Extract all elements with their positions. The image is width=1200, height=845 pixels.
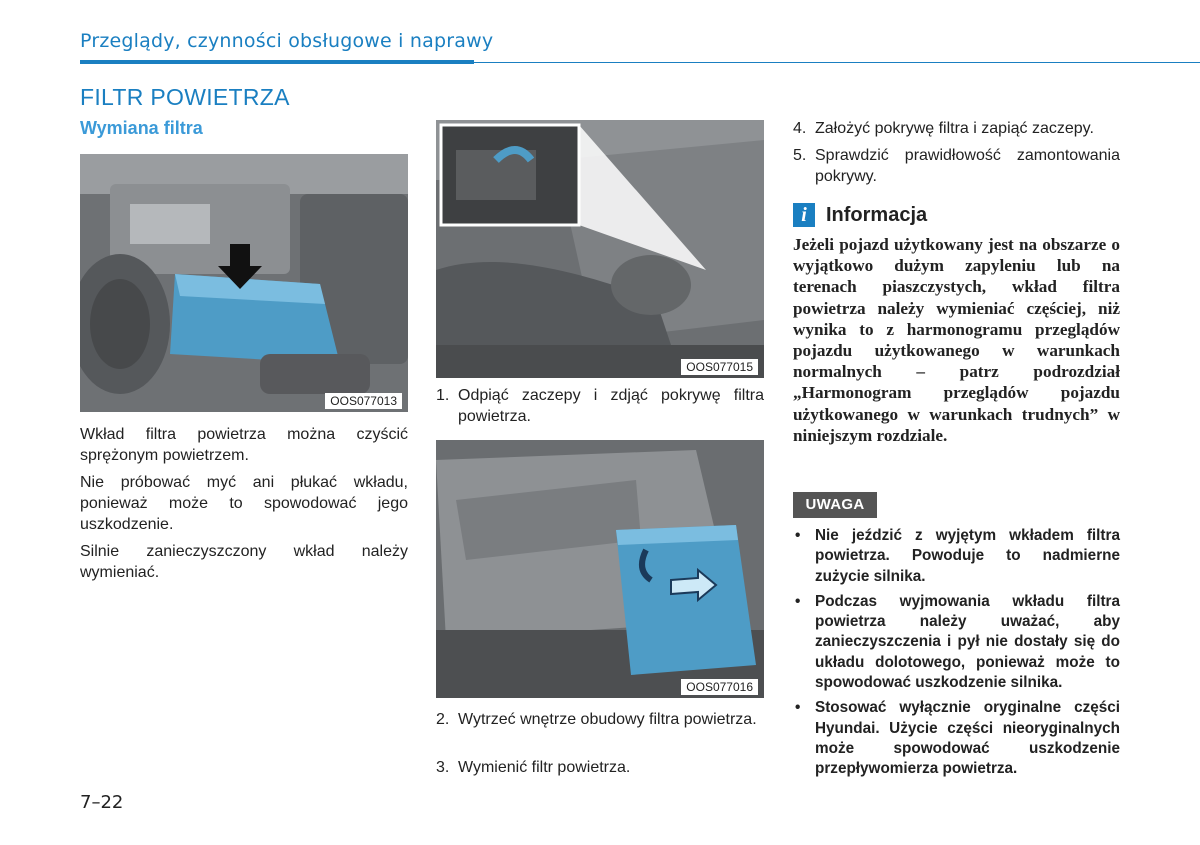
figure-code: OOS077013	[325, 393, 402, 409]
engine-bay-illustration	[80, 154, 408, 412]
step-number: 5.	[793, 147, 807, 164]
figure-code: OOS077015	[681, 359, 758, 375]
step-number: 1.	[436, 387, 450, 404]
filter-element-illustration	[436, 440, 764, 698]
page-number: 7–22	[80, 792, 124, 813]
warning-item: • Stosować wyłącznie oryginalne części Hyundai. Użycie części nieoryginalnych może spowodować uszkodzenie przepływomierza powietrza.	[795, 699, 1120, 778]
bullet-icon: •	[795, 527, 801, 544]
step-4	[793, 118, 1120, 140]
step-1	[436, 385, 764, 429]
step-text: Wymienić filtr powietrza.	[458, 759, 631, 776]
section-title: FILTR POWIETRZA	[80, 84, 290, 110]
step-text: Założyć pokrywę filtra i zapiąć zaczepy.	[815, 120, 1094, 137]
step-text: Wytrzeć wnętrze obudowy filtra powietrza.	[458, 711, 757, 728]
running-header: Przeglądy, czynności obsługowe i naprawy	[80, 30, 494, 52]
warning-list	[793, 526, 1120, 785]
step-5	[793, 145, 1120, 189]
paragraph-clean: Wkład filtra powietrza można czyścić sprężonym powietrzem.	[80, 426, 408, 464]
figure-air-filter-location	[80, 154, 408, 412]
warning-item: • Nie jeździć z wyjętym wkładem filtra powietrza. Powoduje to nadmierne zużycie silnika.	[795, 527, 1120, 585]
filter-element-shape	[616, 525, 756, 675]
step-2	[436, 709, 764, 753]
step-number: 4.	[793, 120, 807, 137]
step-number: 2.	[436, 711, 450, 728]
header-rule-thin	[474, 62, 1200, 63]
step-text: Sprawdzić prawidłowość zamontowania pokrywy.	[815, 147, 1120, 185]
warning-badge: UWAGA	[793, 492, 877, 518]
figure-unclip-cover	[436, 120, 764, 378]
paragraph-no-wash: Nie próbować myć ani płukać wkładu, ponieważ może to spowodować jego uszkodzenie.	[80, 474, 408, 533]
figure-replace-filter	[436, 440, 764, 698]
info-text: Jeżeli pojazd użytkowany jest na obszarze o wyjątkowo dużym zapyleniu lub na terenach piaszczystych, wkład filtra powietrza należy wymieniać częściej, niż wynika to z harmonogramu przeglądów pojazdu użytkowanego w warunkach normalnych – patrz podrozdział „Harmonogram przeglądów pojazdu użytkowanego w warunkach trudnych” w niniejszym rozdziale.	[793, 235, 1120, 445]
step-3	[436, 757, 764, 779]
cover-clips-illustration	[436, 120, 764, 378]
bullet-icon: •	[795, 699, 801, 717]
subsection-title: Wymiana filtra	[80, 118, 203, 138]
bullet-icon: •	[795, 592, 801, 610]
paragraph-replace: Silnie zanieczyszczony wkład należy wymieniać.	[80, 543, 408, 581]
figure-code: OOS077016	[681, 679, 758, 695]
info-title: Informacja	[826, 204, 928, 226]
warning-item: • Podczas wyjmowania wkładu filtra powietrza należy uważać, aby zanieczyszczenia i pył nie dostały się do układu dolotowego, ponieważ może to spowodować uszkodzenie silnika.	[795, 592, 1120, 692]
info-icon: i	[793, 203, 815, 227]
header-rule	[80, 60, 474, 64]
step-text: Odpiąć zaczepy i zdjąć pokrywę filtra powietrza.	[458, 387, 764, 425]
step-number: 3.	[436, 759, 450, 776]
